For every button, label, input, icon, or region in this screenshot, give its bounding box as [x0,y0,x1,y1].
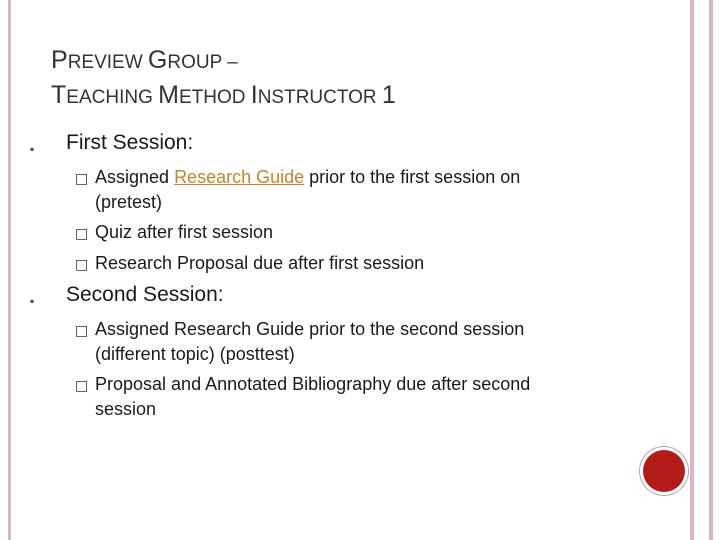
slide-title [51,44,611,114]
title-line-2 [51,79,611,114]
list-item [75,318,635,366]
frame-line-left [8,0,11,540]
title-smallcaps: NSTRUCTOR [257,87,382,108]
item-text: Assigned [95,167,175,187]
list-item [75,252,635,277]
item-text-continued: (different topic) (posttest) [95,344,295,364]
title-smallcaps: ETHOD [178,87,251,108]
title-smallcaps: REVIEW [67,52,148,73]
title-cap: 1 [381,81,396,109]
item-text: Quiz after first session [95,222,274,242]
checkbox-icon: □ [75,171,89,187]
item-text-continued: session [95,399,157,419]
title-cap: T [51,81,67,109]
title-cap: I [250,81,258,109]
decorative-circle [643,450,685,492]
checkbox-icon: □ [75,257,89,273]
list-item [75,221,635,246]
research-guide-link[interactable]: Research Guide [174,167,305,187]
title-cap: M [158,81,179,109]
title-cap: G [147,46,168,74]
title-smallcaps: EACHING [66,87,159,108]
frame-line-right-outer [690,0,694,540]
frame-line-right-inner [709,0,713,540]
checkbox-icon: □ [75,226,89,242]
title-line-1 [51,44,611,79]
bullet-square-icon: ▪ [30,142,35,156]
item-text: Proposal and Annotated Bibliography due after second [95,374,531,394]
first-session-heading: First Session: [66,131,194,154]
checkbox-icon: □ [75,378,89,394]
item-text: Assigned Research Guide prior to the second session [95,319,525,339]
title-smallcaps: ROUP – [167,52,238,73]
item-text: prior to the first session on [304,167,521,187]
second-session-heading: Second Session: [66,283,224,306]
checkbox-icon: □ [75,323,89,339]
bullet-square-icon: ▪ [30,294,35,308]
title-cap: P [51,46,68,74]
list-item [75,373,635,421]
item-text: Research Proposal due after first session [95,253,425,273]
item-text-continued: (pretest) [95,192,163,212]
list-item [75,166,635,214]
